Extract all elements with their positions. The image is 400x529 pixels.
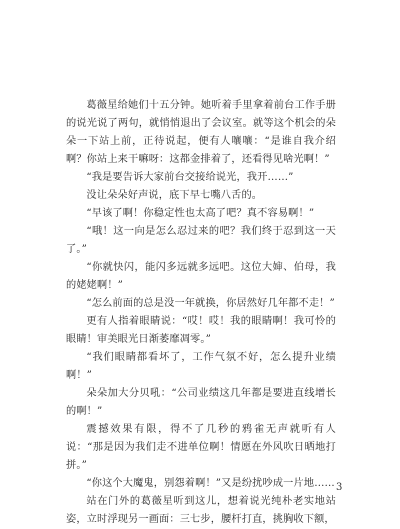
paragraph: 震撼效果有限，得不了几秒的鸦雀无声就听有人说：“那是因为我们走不进单位啊！情愿在外风吹日晒地打拼。” (66, 424, 336, 471)
paragraph: “我们眼睛都看坏了，工作气氛不好，怎么提升业绩啊！” (66, 352, 336, 381)
paragraph: 朵朵加大分贝吼：“公司业绩这几年都是要进直线增长的啊！” (66, 388, 336, 417)
paragraph: 葛薇星给她们十五分钟。她听着手里拿着前台工作手册的说光说了两句，就悄悄退出了会议室。就等这个机会的朵朵一下站上前，正待说起，便有人嚷嚷：“是谁自我介绍啊？你站上来干嘛呀：这都金排着了，还看得见啥光啊！” (66, 100, 336, 165)
paragraph: 站在门外的葛薇星听到这儿，想着说光纯朴老实地站姿，立时浮现另一画面：三七步，腰杆打直，挑胸收下额， (66, 496, 336, 525)
paragraph: 没让朵朵好声说，底下早七嘴八舌的。 (86, 190, 263, 201)
paragraph: “怎么前面的总是没一年就换，你居然好几年都不走！” (86, 298, 335, 309)
paragraph: “你就快闪，能闪多远就多远吧。这位大婶、伯母，我的姥姥啊！” (66, 262, 336, 291)
paragraph: “早该了啊！你稳定性也太高了吧？真不容易啊！” (86, 208, 315, 219)
paragraph: “我是要告诉大家前台交接给说光，我开……” (86, 172, 294, 183)
paragraph: “哦！这一向是怎么忍过来的吧？我们终于忍到这一天了。” (66, 226, 336, 255)
body-text (66, 97, 336, 529)
paragraph: 更有人指着眼睛说：“哎！哎！我的眼睛啊！我可怜的眼睛！审美眼光日渐萎靡凋零。” (66, 316, 336, 345)
page-number: 3 (336, 482, 343, 493)
paragraph: “你这个大魔鬼，别怨着啊！”又是纷扰吵成一片地…… (86, 478, 335, 489)
